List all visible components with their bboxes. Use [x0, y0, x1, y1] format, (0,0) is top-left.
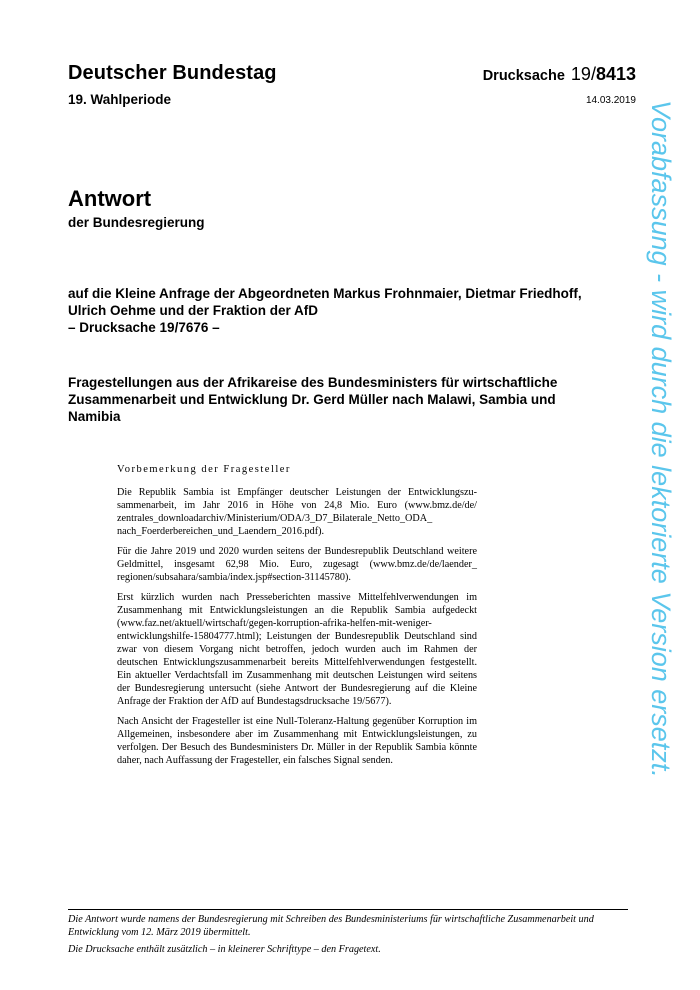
page-title: Antwort	[68, 186, 152, 211]
inquiry-line: – Drucksache 19/7676 –	[68, 320, 220, 335]
footer-note: Die Drucksache enthält zusätzlich – in kleinerer Schrifttype – den Fragetext.	[68, 944, 381, 955]
page-subtitle: der Bundesregierung	[68, 215, 205, 230]
paragraph: Erst kürzlich wurden nach Presseberichten massive Mittelfehlverwendungen im Zusammenhang mit Entwicklungsleistungen an die Republik Sambia aufgedeckt (www.faz.net/aktuell/wirtschaft/gegen-korruption-afrika-helfen-mit-weniger- entwicklungshilfe-15804777.html); Leistungen der Bundesrepublik Deutschland sind zwar von diesem Vorgang nicht betroffen, jedoch wurden auch im Rahmen der deutschen Entwicklungszusammenarbeit bereits Mittelfehlverwendungen festgestellt. Ein aktueller Verdachtsfall im Zusammenhang mit deutschen Leistungen wird seitens der Bundesregierung untersucht (siehe Antwort der Bundesregierung auf die Kleine Anfrage der Fraktion der AfD auf Bundestagsdrucksache 19/5677).	[117, 592, 477, 707]
topic-line: Namibia	[68, 409, 121, 424]
footer-divider	[68, 909, 628, 910]
document-number-value: 8413	[595, 64, 636, 84]
topic-line: Fragestellungen aus der Afrikareise des Bundesministers für wirtschaftliche	[68, 375, 558, 390]
inquiry-line: Ulrich Oehme und der Fraktion der AfD	[68, 303, 319, 318]
footer-notes	[68, 913, 628, 960]
paragraph: Nach Ansicht der Fragesteller ist eine Null-Toleranz-Haltung gegenüber Korruption im Allgemeinen, insbesondere aber im Zusammenhang mit Entwicklungsleistungen, zu verfolgen. Der Besuch des Bundesministers Dr. Müller in der Republik Sambia könnte daher, nach Auffassung der Fragesteller, ein falsches Signal senden.	[117, 716, 477, 766]
document-number	[483, 64, 636, 85]
footer-note: Die Antwort wurde namens der Bundesregierung mit Schreiben des Bundesministeriums für wirtschaftliche Zusammenarbeit und Entwicklung vom 12. März 2019 übermittelt.	[68, 914, 594, 938]
watermark-text: Vorabfassung - wird durch die lektorierte Version ersetzt.	[646, 100, 676, 778]
topic-block	[68, 374, 628, 425]
document-number-prefix: 19/	[570, 64, 596, 84]
preliminary-remark-heading: Vorbemerkung der Fragesteller	[117, 464, 291, 475]
paragraph: Die Republik Sambia ist Empfänger deutscher Leistungen der Entwicklungszusammenarbeit, im Jahr 2016 in Höhe von 24,8 Mio. Euro (www.bmz.de/de/ zentrales_downloadarchiv/Ministerium/ODA/3_D7_Bilaterale_Netto_ODA_ nach_Foerderbereichen_und_Laendern_2016.pdf).	[117, 487, 477, 537]
document-label: Drucksache	[482, 68, 565, 84]
inquiry-block	[68, 285, 628, 336]
organization-title: Deutscher Bundestag	[68, 62, 277, 84]
legislative-period: 19. Wahlperiode	[68, 92, 172, 107]
paragraph: Für die Jahre 2019 und 2020 wurden seitens der Bundesrepublik Deutschland weitere Geldmittel, insgesamt 62,98 Mio. Euro, zugesagt (www.bmz.de/de/laender_ regionen/subsahara/sambia/index.jsp#section-31145780).	[117, 546, 477, 583]
preliminary-remark	[117, 463, 477, 774]
inquiry-line: auf die Kleine Anfrage der Abgeordneten Markus Frohnmaier, Dietmar Friedhoff,	[68, 286, 582, 301]
document-date: 14.03.2019	[585, 95, 636, 106]
topic-line: Zusammenarbeit und Entwicklung Dr. Gerd Müller nach Malawi, Sambia und	[68, 392, 556, 407]
